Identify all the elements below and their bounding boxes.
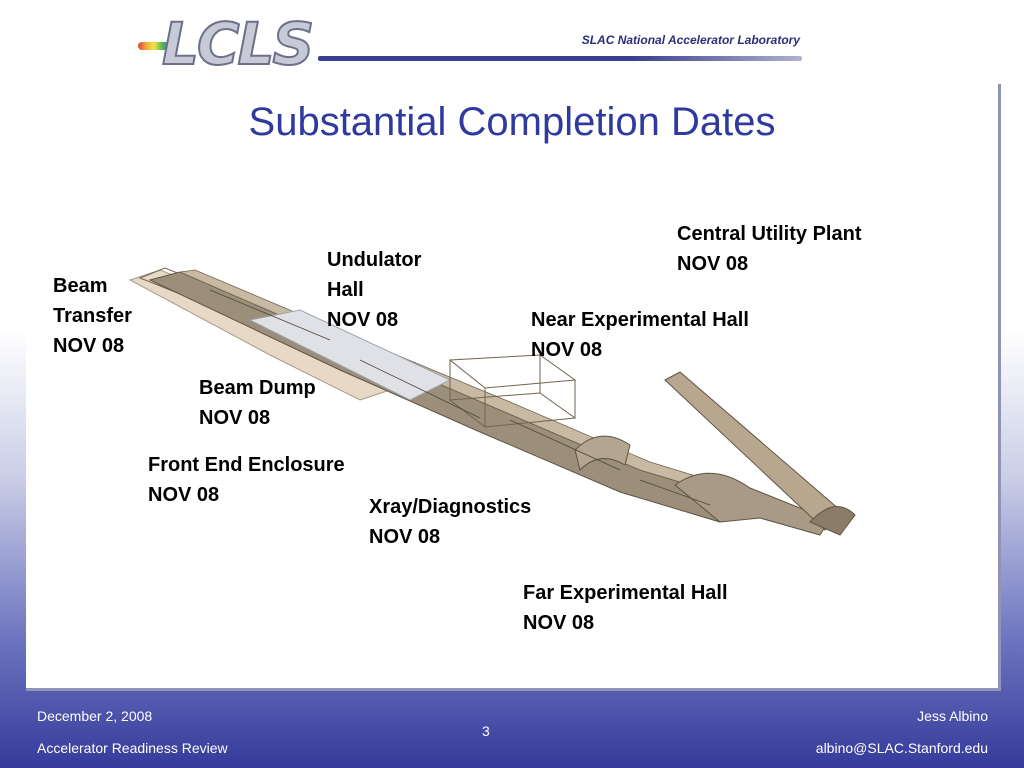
central-utility-plant-date: NOV 08: [677, 253, 749, 275]
front-end-enclosure-name: Front End Enclosure: [148, 454, 345, 476]
undulator-hall-date: NOV 08: [327, 309, 399, 331]
header-rule: [318, 56, 802, 61]
far-experimental-hall-name: Far Experimental Hall: [523, 582, 728, 604]
beam-transfer-date: NOV 08: [53, 335, 125, 357]
undulator-hall-line-1: Undulator: [327, 249, 422, 271]
label-beam-transfer: [53, 271, 132, 361]
front-end-enclosure-date: NOV 08: [148, 484, 220, 506]
footer-presenter: Jess Albino: [917, 708, 988, 724]
label-xray-diagnostics: [369, 492, 531, 552]
beam-transfer-line-2: Transfer: [53, 305, 132, 327]
beam-dump-date: NOV 08: [199, 407, 271, 429]
xray-diagnostics-name: Xray/Diagnostics: [369, 496, 532, 518]
label-far-experimental-hall: [523, 578, 728, 638]
logo-text: LCLS: [162, 10, 313, 78]
page-number: 3: [482, 723, 490, 739]
footer-date: December 2, 2008: [37, 708, 153, 724]
far-experimental-hall-date: NOV 08: [523, 612, 595, 634]
footer-email: albino@SLAC.Stanford.edu: [815, 740, 988, 756]
label-beam-dump: [199, 373, 316, 433]
lab-name: SLAC National Accelerator Laboratory: [581, 33, 800, 47]
central-utility-plant-name: Central Utility Plant: [677, 223, 862, 245]
label-near-experimental-hall: [531, 305, 749, 365]
xray-diagnostics-date: NOV 08: [369, 526, 441, 548]
undulator-hall-line-2: Hall: [327, 279, 364, 301]
label-undulator-hall: [327, 245, 421, 335]
lcls-logo: [138, 12, 338, 78]
label-central-utility-plant: [677, 219, 861, 279]
label-front-end-enclosure: [148, 450, 345, 510]
near-experimental-hall-date: NOV 08: [531, 339, 603, 361]
beam-transfer-line-1: Beam: [53, 275, 108, 297]
footer-event: Accelerator Readiness Review: [37, 740, 228, 756]
slide-title: Substantial Completion Dates: [248, 100, 776, 144]
beam-dump-name: Beam Dump: [199, 377, 316, 399]
near-experimental-hall-name: Near Experimental Hall: [531, 309, 749, 331]
